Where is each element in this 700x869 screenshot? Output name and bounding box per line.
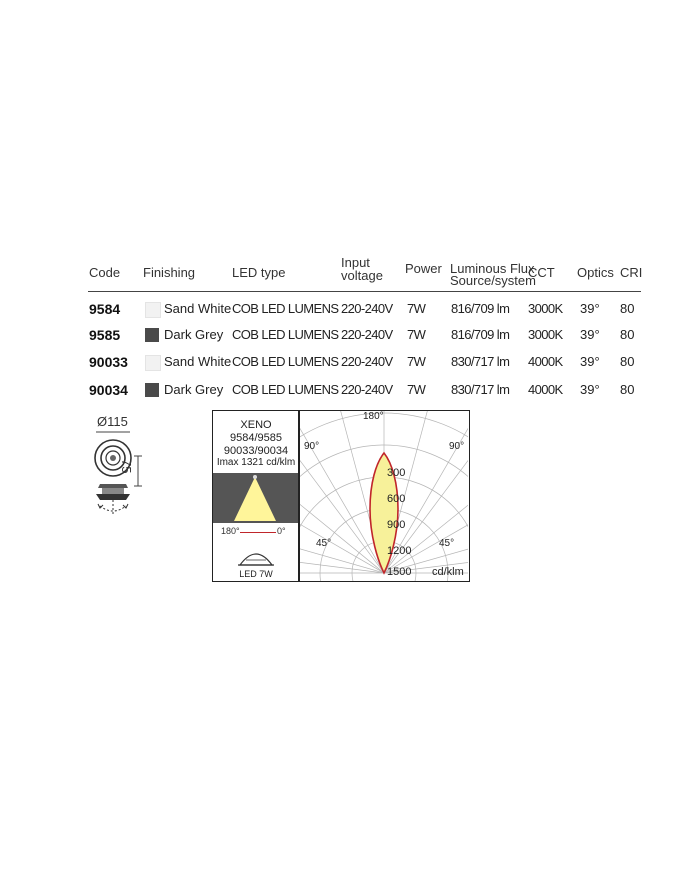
polar-radius-900: 900 (387, 519, 406, 531)
row-cri: 80 (620, 301, 635, 316)
row-power: 7W (407, 354, 426, 369)
legend-angle-right: 0° (277, 526, 286, 536)
polar-angle-bl: 45° (316, 538, 332, 549)
row-led-type: COB LED LUMENS (232, 327, 339, 342)
photometric-panel (212, 410, 470, 582)
finishing-swatch (145, 355, 161, 371)
legend-codes-2: 90033/90034 (223, 445, 289, 457)
polar-radius-300: 300 (387, 467, 406, 479)
polar-radius-600: 600 (387, 493, 406, 505)
row-flux: 830/717 lm (451, 354, 510, 369)
table-row (0, 351, 700, 373)
header-divider (88, 291, 641, 292)
row-cct: 3000K (528, 301, 563, 316)
header-code: Code (89, 265, 121, 280)
table-row (0, 379, 700, 401)
row-code: 90034 (89, 382, 128, 398)
row-flux: 816/709 lm (451, 301, 510, 316)
row-cri: 80 (620, 327, 635, 342)
row-led-type: COB LED LUMENS (232, 354, 339, 369)
table-row (0, 324, 700, 346)
row-cct: 4000K (528, 354, 563, 369)
polar-angle-br: 45° (439, 538, 455, 549)
row-finishing: Dark Grey (164, 327, 224, 342)
row-cct: 4000K (528, 382, 563, 397)
row-cct: 3000K (528, 327, 563, 342)
header-voltage: voltage (341, 268, 383, 283)
row-optics: 39° (580, 382, 600, 397)
row-led-type: COB LED LUMENS (232, 301, 339, 316)
polar-diagram (300, 411, 468, 581)
table-row (0, 298, 700, 320)
legend-codes-1: 9584/9585 (230, 432, 282, 444)
row-cri: 80 (620, 354, 635, 369)
header-optics: Optics (577, 265, 614, 280)
header-finishing: Finishing (143, 265, 196, 280)
header-power: Power (405, 261, 442, 276)
polar-angle-left: 90° (304, 441, 320, 452)
row-code: 9584 (89, 301, 121, 317)
finishing-swatch (145, 328, 159, 342)
header-flux-sub: Source/system (450, 273, 536, 288)
finishing-swatch (145, 302, 161, 318)
row-voltage: 220-240V (341, 327, 393, 342)
row-flux: 816/709 lm (451, 327, 510, 342)
row-finishing: Sand White (164, 354, 232, 369)
header-led-type: LED type (232, 265, 286, 280)
header-cct: CCT (528, 265, 555, 280)
row-led-type: COB LED LUMENS (232, 382, 339, 397)
legend-angle-left: 180° (221, 526, 240, 536)
row-power: 7W (407, 327, 426, 342)
finishing-swatch (145, 383, 159, 397)
header-flux: Luminous Flux (450, 261, 535, 276)
row-code: 90033 (89, 354, 128, 370)
row-finishing: Sand White (164, 301, 232, 316)
polar-radius-1500: 1500 (387, 566, 412, 578)
row-voltage: 220-240V (341, 354, 393, 369)
polar-angle-right: 90° (449, 441, 465, 452)
polar-radius-1200: 1200 (387, 545, 412, 557)
row-optics: 39° (580, 327, 600, 342)
row-cri: 80 (620, 382, 635, 397)
beam-angle-icon (213, 473, 298, 523)
row-power: 7W (407, 382, 426, 397)
led-module-icon (238, 549, 274, 567)
row-code: 9585 (89, 327, 121, 343)
legend-imax: Imax 1321 cd/klm (216, 457, 296, 468)
polar-unit: cd/klm (432, 566, 464, 578)
row-optics: 39° (580, 301, 600, 316)
row-voltage: 220-240V (341, 301, 393, 316)
legend-led-label: LED 7W (239, 569, 273, 579)
polar-angle-top: 180° (363, 411, 384, 422)
row-flux: 830/717 lm (451, 382, 510, 397)
row-voltage: 220-240V (341, 382, 393, 397)
legend-name: XENO (240, 419, 272, 431)
height-label: 75 (119, 459, 134, 474)
row-finishing: Dark Grey (164, 382, 224, 397)
legend-curve-line (240, 532, 276, 533)
header-input: Input (341, 255, 370, 270)
row-power: 7W (407, 301, 426, 316)
fixture-drawing-icon (86, 428, 166, 520)
diameter-label: Ø115 (97, 414, 128, 429)
row-optics: 39° (580, 354, 600, 369)
header-cri: CRI (620, 265, 643, 280)
